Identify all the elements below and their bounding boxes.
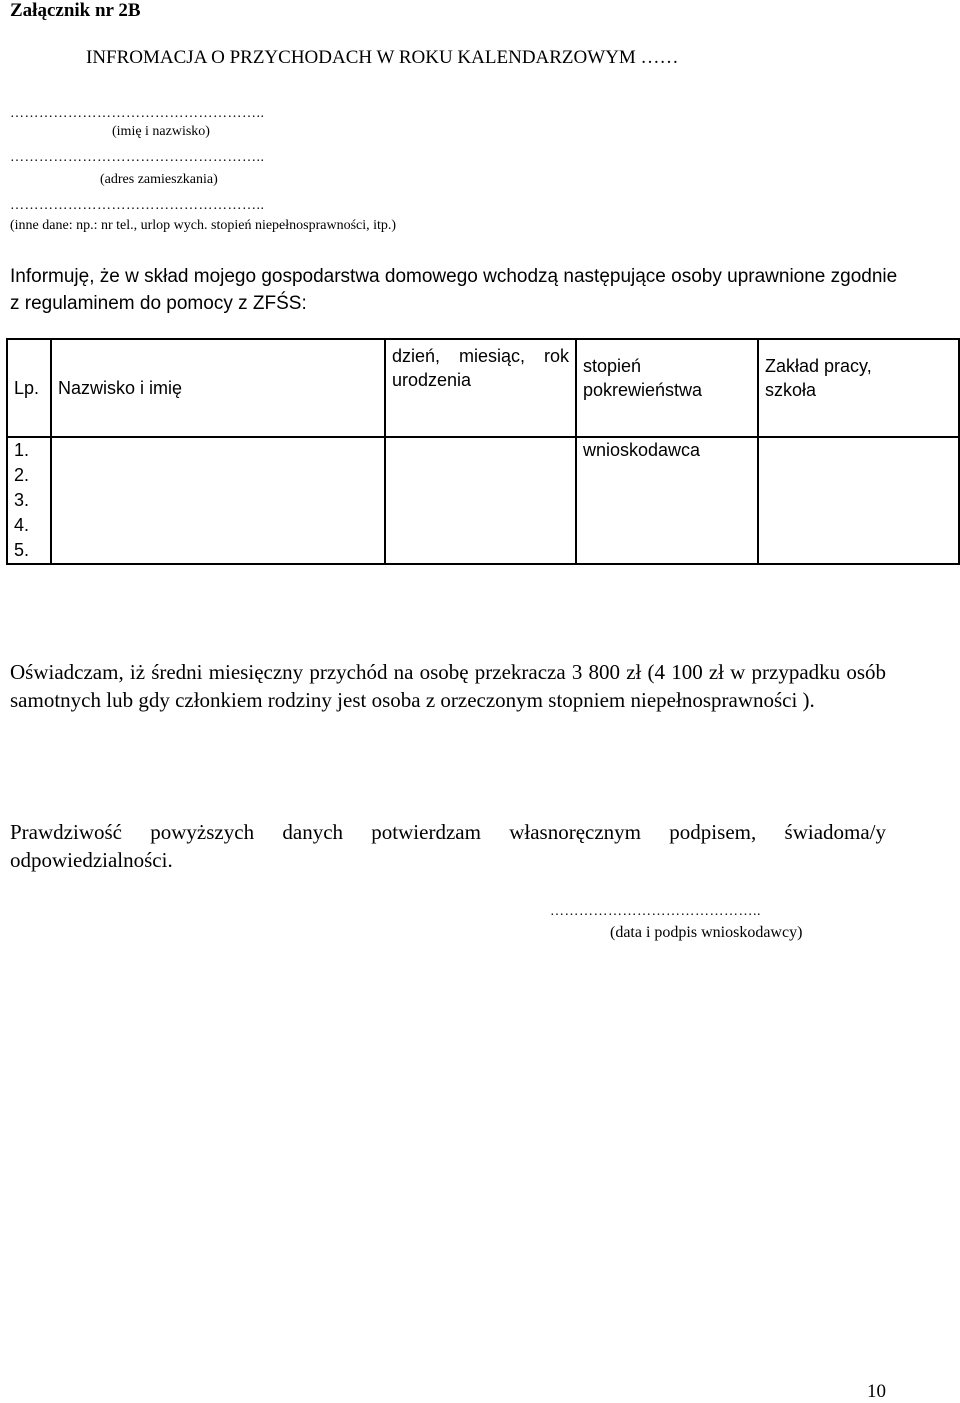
- other-data-dots-line[interactable]: ……………………………………………..: [10, 198, 265, 213]
- cell-relation[interactable]: [576, 463, 758, 488]
- cell-relation[interactable]: [576, 538, 758, 564]
- table-header-row: [7, 339, 959, 437]
- cell-birth[interactable]: [385, 513, 576, 538]
- cell-relation[interactable]: [576, 488, 758, 513]
- page-number: 10: [867, 1381, 886, 1402]
- cell-work[interactable]: [758, 513, 959, 538]
- cell-relation[interactable]: [576, 513, 758, 538]
- header-work: [758, 339, 959, 437]
- address-dots-line[interactable]: ……………………………………………..: [10, 150, 265, 165]
- header-relation-line2: pokrewieństwa: [583, 380, 703, 400]
- header-birth: [385, 339, 576, 437]
- cell-lp: 3.: [7, 488, 51, 513]
- cell-name[interactable]: [51, 513, 385, 538]
- cell-birth[interactable]: [385, 488, 576, 513]
- header-name: Nazwisko i imię: [51, 339, 385, 437]
- annex-label: Załącznik nr 2B: [10, 0, 141, 21]
- cell-name[interactable]: [51, 538, 385, 564]
- cell-work[interactable]: [758, 463, 959, 488]
- table-row: [7, 488, 959, 513]
- cell-work[interactable]: [758, 538, 959, 564]
- cell-lp: 5.: [7, 538, 51, 564]
- cell-lp: 4.: [7, 513, 51, 538]
- table-row: [7, 513, 959, 538]
- income-statement: Oświadczam, iż średni miesięczny przychód na osobę przekracza 3 800 zł (4 100 zł w przypadku osób samotnych lub gdy członkiem rodziny jest osoba z orzeczonym stopniem niepełnosprawności ).: [10, 660, 886, 712]
- cell-relation: wnioskodawca: [576, 437, 758, 463]
- cell-birth[interactable]: [385, 437, 576, 463]
- signature-dots-line[interactable]: ……………………………………..: [550, 904, 761, 919]
- header-birth-line2: urodzenia: [392, 370, 472, 390]
- table-row: [7, 538, 959, 564]
- cell-name[interactable]: [51, 488, 385, 513]
- other-data-caption: (inne dane: np.: nr tel., urlop wych. stopień niepełnosprawności, itp.): [10, 218, 397, 233]
- name-caption: (imię i nazwisko): [112, 124, 210, 139]
- address-caption: (adres zamieszkania): [100, 172, 218, 187]
- header-lp: Lp.: [7, 339, 51, 437]
- header-work-line2: szkoła: [765, 380, 817, 400]
- header-relation: [576, 339, 758, 437]
- cell-lp: 1.: [7, 437, 51, 463]
- table-row: [7, 437, 959, 463]
- header-work-line1: Zakład pracy,: [765, 356, 872, 376]
- table-row: [7, 463, 959, 488]
- header-birth-line1: dzień, miesiąc, rok: [392, 346, 569, 366]
- header-relation-line1: stopień: [583, 356, 642, 376]
- truth-declaration: Prawdziwość powyższych danych potwierdzam własnoręcznym podpisem, świadoma/y odpowiedzialności.: [10, 820, 886, 872]
- signature-caption: (data i podpis wnioskodawcy): [610, 924, 803, 941]
- cell-lp: 2.: [7, 463, 51, 488]
- household-table: [6, 338, 960, 565]
- name-dots-line[interactable]: ……………………………………………..: [10, 106, 265, 121]
- cell-name[interactable]: [51, 463, 385, 488]
- document-title: INFROMACJA O PRZYCHODACH W ROKU KALENDARZOWYM ……: [86, 47, 679, 68]
- intro-paragraph: Informuję, że w skład mojego gospodarstwa domowego wchodzą następujące osoby uprawnione zgodnie z regulaminem do pomocy z ZFŚS:: [10, 266, 898, 314]
- cell-birth[interactable]: [385, 538, 576, 564]
- cell-work[interactable]: [758, 488, 959, 513]
- cell-work[interactable]: [758, 437, 959, 463]
- cell-birth[interactable]: [385, 463, 576, 488]
- cell-name[interactable]: [51, 437, 385, 463]
